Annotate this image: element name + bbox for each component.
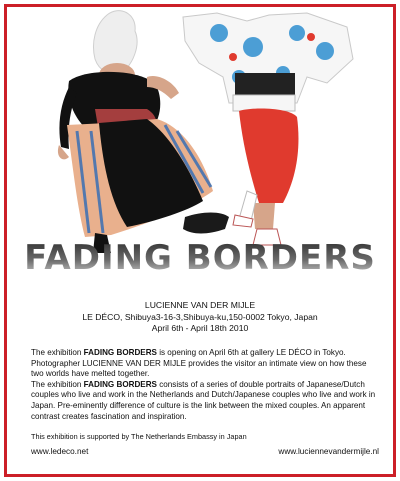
- support-note: This exhibition is supported by The Netherlands Embassy in Japan: [31, 432, 247, 441]
- artist-website-link[interactable]: www.luciennevandermijle.nl: [278, 447, 379, 456]
- paragraph-2: The exhibition FADING BORDERS consists of a series of double portraits of Japanese/Dutch couples who live and work in the Netherlands and Dutch/Japanese couples who live and work in Japan. Pre-eminently difference of culture is the link between the mixed couples. An apparent contrast creates fascination and inspiration.: [31, 379, 376, 421]
- dancers-photo: [7, 7, 393, 257]
- exhibition-dates: April 6th - April 18th 2010: [151, 323, 249, 333]
- poster-frame: [4, 4, 396, 477]
- poster-title: FADING BORDERS: [7, 238, 393, 278]
- artist-name: LUCIENNE VAN DER MIJLE: [144, 300, 256, 310]
- japanese-dancer: [183, 13, 353, 245]
- paragraph-1: The exhibition FADING BORDERS is opening on April 6th at gallery LE DÉCO in Tokyo. Photographer LUCIENNE VAN DER MIJLE provides the visitor an intimate view on how these two worlds have melted together.: [31, 348, 367, 379]
- venue-address: LE DÉCO, Shibuya3-16-3,Shibuya-ku,150-0002 Tokyo, Japan: [82, 311, 318, 322]
- ledeco-link[interactable]: www.ledeco.net: [31, 447, 89, 456]
- description: [31, 348, 377, 422]
- exhibition-info: [7, 300, 393, 335]
